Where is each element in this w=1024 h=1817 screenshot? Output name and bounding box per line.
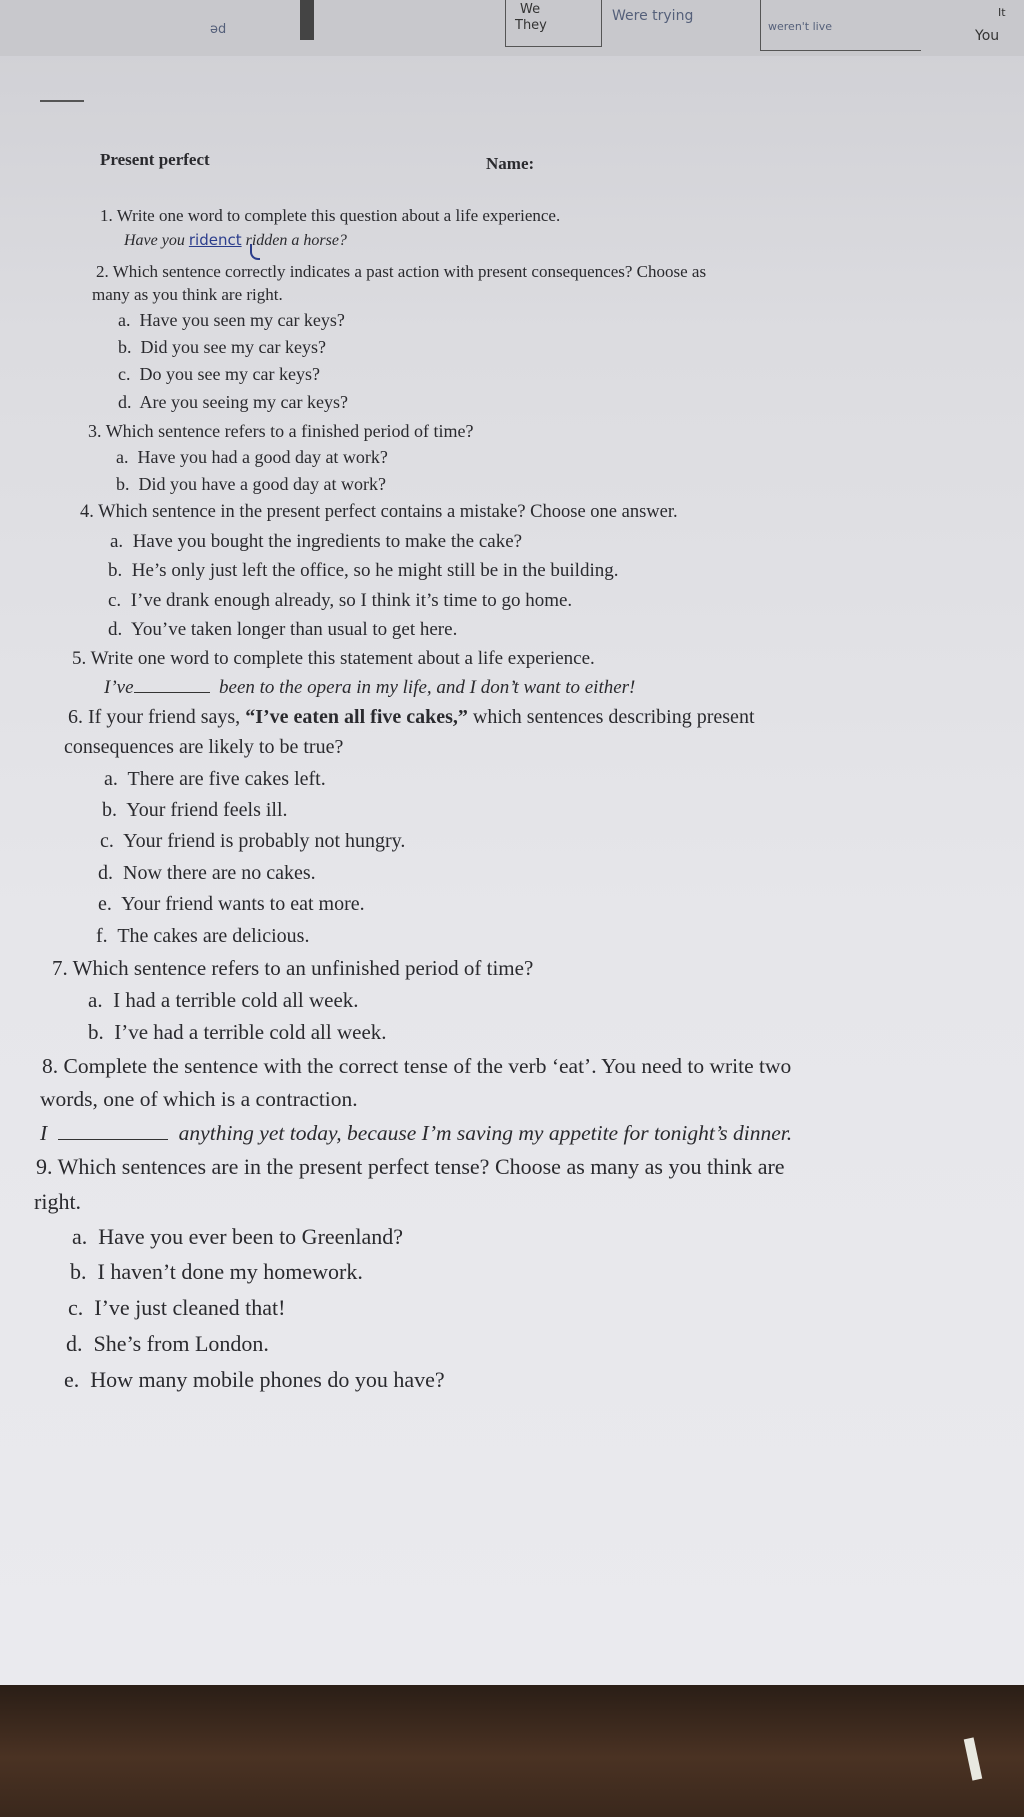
- sentence-end: been to the opera in my life, and I don’t want to either!: [219, 677, 636, 698]
- handwriting-we: We: [520, 2, 541, 17]
- handwriting-they: They: [515, 18, 547, 33]
- sentence-start: I’ve: [104, 677, 134, 698]
- question-prompt: Which sentence correctly indicates a past action with present consequences? Choose as: [112, 262, 707, 281]
- dark-tab-mark: [300, 0, 314, 40]
- question-prompt-post: which sentences describing present: [472, 706, 755, 728]
- sentence-start: Have you: [124, 232, 185, 249]
- question-number: 7.: [52, 956, 68, 980]
- option-item: a. Have you had a good day at work?: [116, 447, 388, 467]
- handwriting-you: You: [975, 28, 1000, 44]
- question-8-prompt-line2: words, one of which is a contraction.: [40, 1087, 358, 1111]
- question-5: [72, 648, 595, 670]
- handwriting-it: It: [998, 6, 1006, 19]
- question-prompt: Which sentence refers to a finished period of time?: [105, 421, 474, 441]
- option-item: c. Your friend is probably not hungry.: [100, 830, 406, 852]
- handwriting-werent-live: weren't live: [768, 20, 833, 33]
- option-item: d. Now there are no cakes.: [98, 862, 316, 884]
- question-number: 5.: [72, 648, 87, 669]
- question-8-sentence: [40, 1121, 792, 1146]
- name-label: Name:: [486, 154, 535, 173]
- question-prompt: Which sentence refers to an unfinished period of time?: [72, 956, 534, 980]
- question-number: 4.: [80, 502, 94, 522]
- option-item: b. I’ve had a terrible cold all week.: [88, 1020, 387, 1044]
- question-6: [68, 706, 755, 729]
- answer-blank: [58, 1139, 168, 1140]
- question-8: [42, 1054, 791, 1079]
- option-item: a. Have you ever been to Greenland?: [72, 1224, 404, 1249]
- option-item: e. How many mobile phones do you have?: [64, 1367, 445, 1392]
- question-6-prompt-line2: consequences are likely to be true?: [64, 736, 344, 758]
- option-item: b. Did you have a good day at work?: [116, 474, 386, 494]
- table-surface: [0, 1685, 1024, 1817]
- question-4: [80, 502, 678, 523]
- option-item: f. The cakes are delicious.: [96, 925, 310, 947]
- option-item: c. Do you see my car keys?: [118, 364, 320, 384]
- question-quote: “I’ve eaten all five cakes,”: [245, 706, 468, 728]
- question-number: 9.: [36, 1154, 53, 1179]
- sentence-end: anything yet today, because I’m saving my appetite for tonight’s dinner.: [178, 1121, 793, 1145]
- option-item: d. She’s from London.: [66, 1331, 269, 1356]
- question-number: 8.: [42, 1054, 59, 1078]
- question-9-prompt-line2: right.: [34, 1189, 82, 1214]
- option-item: e. Your friend wants to eat more.: [98, 893, 365, 915]
- question-prompt: Write one word to complete this question about a life experience.: [116, 206, 561, 225]
- handwriting-were-trying: Were trying: [612, 8, 694, 24]
- handwriting-top-left: ǝd: [210, 22, 227, 37]
- option-item: c. I’ve just cleaned that!: [68, 1295, 286, 1320]
- option-item: a. I had a terrible cold all week.: [88, 988, 359, 1012]
- worksheet-title: Present perfect: [100, 150, 210, 169]
- sentence-end: ridden a horse?: [245, 232, 347, 249]
- option-item: b. Did you see my car keys?: [118, 337, 326, 357]
- question-number: 6.: [68, 706, 83, 728]
- pencil-dash: [40, 100, 84, 102]
- option-item: c. I’ve drank enough already, so I think it’s time to go home.: [108, 590, 573, 611]
- question-prompt: Which sentences are in the present perfect tense? Choose as many as you think are: [57, 1154, 785, 1179]
- pen-mark: [250, 244, 260, 260]
- question-number: 2.: [96, 262, 109, 281]
- question-7: [52, 956, 533, 981]
- question-number: 3.: [88, 421, 102, 441]
- question-5-sentence: [104, 677, 635, 699]
- handwritten-answer: ridenct: [188, 231, 242, 249]
- option-item: d. You’ve taken longer than usual to get here.: [108, 619, 458, 640]
- question-3: [88, 421, 474, 442]
- question-prompt: Complete the sentence with the correct tense of the verb ‘eat’. You need to write two: [63, 1054, 792, 1078]
- option-item: d. Are you seeing my car keys?: [118, 392, 348, 412]
- option-item: a. Have you bought the ingredients to make the cake?: [110, 531, 523, 552]
- question-1: [100, 206, 560, 226]
- sentence-start: I: [40, 1121, 48, 1145]
- option-item: b. He’s only just left the office, so he might still be in the building.: [108, 560, 619, 581]
- question-prompt: Write one word to complete this statement about a life experience.: [90, 648, 595, 669]
- question-9: [36, 1154, 785, 1180]
- question-2-prompt-line2: many as you think are right.: [92, 285, 283, 304]
- question-number: 1.: [100, 206, 113, 225]
- question-2: [96, 262, 706, 282]
- question-1-sentence: [124, 231, 347, 250]
- option-item: b. Your friend feels ill.: [102, 799, 288, 821]
- answer-blank: [134, 692, 210, 693]
- option-item: b. I haven’t done my homework.: [70, 1259, 363, 1284]
- option-item: a. There are five cakes left.: [104, 768, 326, 790]
- question-prompt: Which sentence in the present perfect contains a mistake? Choose one answer.: [98, 502, 678, 522]
- question-prompt-pre: If your friend says,: [88, 706, 241, 728]
- option-item: a. Have you seen my car keys?: [118, 310, 345, 330]
